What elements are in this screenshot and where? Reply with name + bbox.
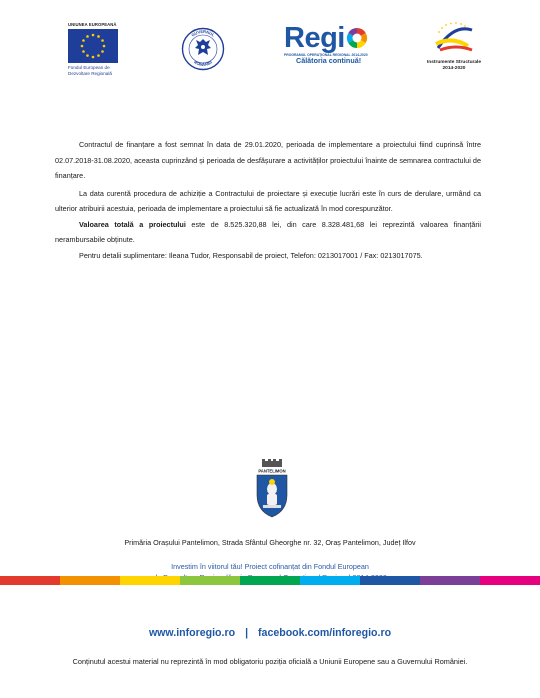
structural-instruments-emblem-icon — [432, 20, 476, 54]
eu-star-icon — [92, 34, 95, 37]
eu-star-icon — [92, 56, 95, 59]
pantelimon-coat-of-arms-icon — [254, 459, 290, 519]
rainbow-segment — [480, 576, 540, 585]
paragraph-contact-details: Pentru detalii suplimentare: Ileana Tudor, Responsabil de proiect, Telefon: 0213017001 / Fax: 0213017075. — [79, 250, 423, 260]
rainbow-segment — [180, 576, 241, 585]
regio-wordmark: Regi — [284, 22, 345, 54]
paragraph-procurement-status: La data curentă procedura de achiziție a Contractului de proiectare și execuție lucrări este în curs de derulare, urmând ca ulterior atribuirii acestuia, perioada de implementare a proiectului să fie actualizată în mod corespunzător. — [55, 188, 481, 213]
eu-disclaimer: Conținutul acestui material nu reprezintă în mod obligatoriu poziția oficială a Uniunii Europene sau a Guvernului României. — [72, 657, 468, 666]
eu-flag-icon — [68, 29, 118, 63]
eu-star-icon — [82, 50, 85, 53]
regio-program-line: PROGRAMUL OPERAȚIONAL REGIONAL 2014-2020 — [284, 53, 368, 57]
eu-star-icon — [82, 39, 85, 42]
total-value-text: este de 8.525.320,88 lei, din care 8.328.481,68 lei reprezintă valoarea finanțării nerambursabile obținute. — [55, 219, 481, 244]
eu-star-icon — [101, 50, 104, 53]
header-logos — [0, 0, 540, 90]
paragraph-contract-signed: Contractul de finanțare a fost semnat în data de 29.01.2020, perioada de implementare a proiectului fiind cuprinsă între 02.07.2018-31.08.2020, aceasta cuprinzând și perioada de desfășurare a activităților proiectului înainte de semnarea contractului de finanțare. — [55, 140, 481, 180]
footer-links — [0, 627, 540, 639]
link-separator: | — [245, 627, 249, 639]
eu-star-icon — [97, 54, 100, 57]
svg-text:ROMÂNIEI: ROMÂNIEI — [193, 59, 213, 68]
svg-text:GUVERNUL: GUVERNUL — [190, 28, 216, 38]
cofinancing-statement: Investim în viitorul tău! Proiect cofinanțat din Fondul European — [171, 562, 369, 571]
eu-star-icon — [86, 35, 89, 38]
rainbow-segment — [120, 576, 181, 585]
eu-star-icon — [103, 45, 106, 48]
eu-star-icon — [101, 39, 104, 42]
eu-label: UNIUNEA EUROPEANĂ — [68, 22, 117, 27]
inforegio-website-link[interactable]: www.inforegio.ro — [148, 627, 236, 639]
regio-color-wheel-icon — [346, 27, 368, 49]
pantelimon-crest — [254, 459, 290, 519]
crest-label: PANTELIMON — [258, 468, 286, 474]
regio-tagline: Călătoria continuă! — [296, 56, 362, 65]
town-hall-address: Primăria Orașului Pantelimon, Strada Sfântul Gheorghe nr. 32, Oraș Pantelimon, Județ Ilfov — [124, 538, 416, 547]
eu-star-icon — [81, 45, 84, 48]
rainbow-segment — [240, 576, 301, 585]
eu-star-icon — [97, 35, 100, 38]
document-body — [55, 137, 481, 263]
rainbow-segment — [60, 576, 121, 585]
rainbow-segment — [0, 576, 61, 585]
government-logo — [181, 27, 225, 71]
rainbow-segment — [420, 576, 481, 585]
government-of-romania-seal-icon — [181, 27, 225, 71]
eu-logo — [64, 22, 126, 76]
eu-star-icon — [86, 54, 89, 57]
eu-fund-caption: Fondul European de Dezvoltare Regională — [68, 65, 112, 76]
rainbow-stripe — [0, 576, 540, 585]
rainbow-segment — [300, 576, 361, 585]
total-value-label: Valoarea totală a proiectului — [79, 219, 186, 229]
structural-instruments-caption: Instrumente Structurale 2014-2020 — [426, 60, 482, 71]
paragraph-total-value — [55, 217, 481, 248]
rainbow-segment — [360, 576, 421, 585]
structural-instruments-logo — [424, 20, 484, 71]
regio-logo — [284, 24, 380, 65]
inforegio-facebook-link[interactable]: facebook.com/inforegio.ro — [258, 627, 392, 639]
